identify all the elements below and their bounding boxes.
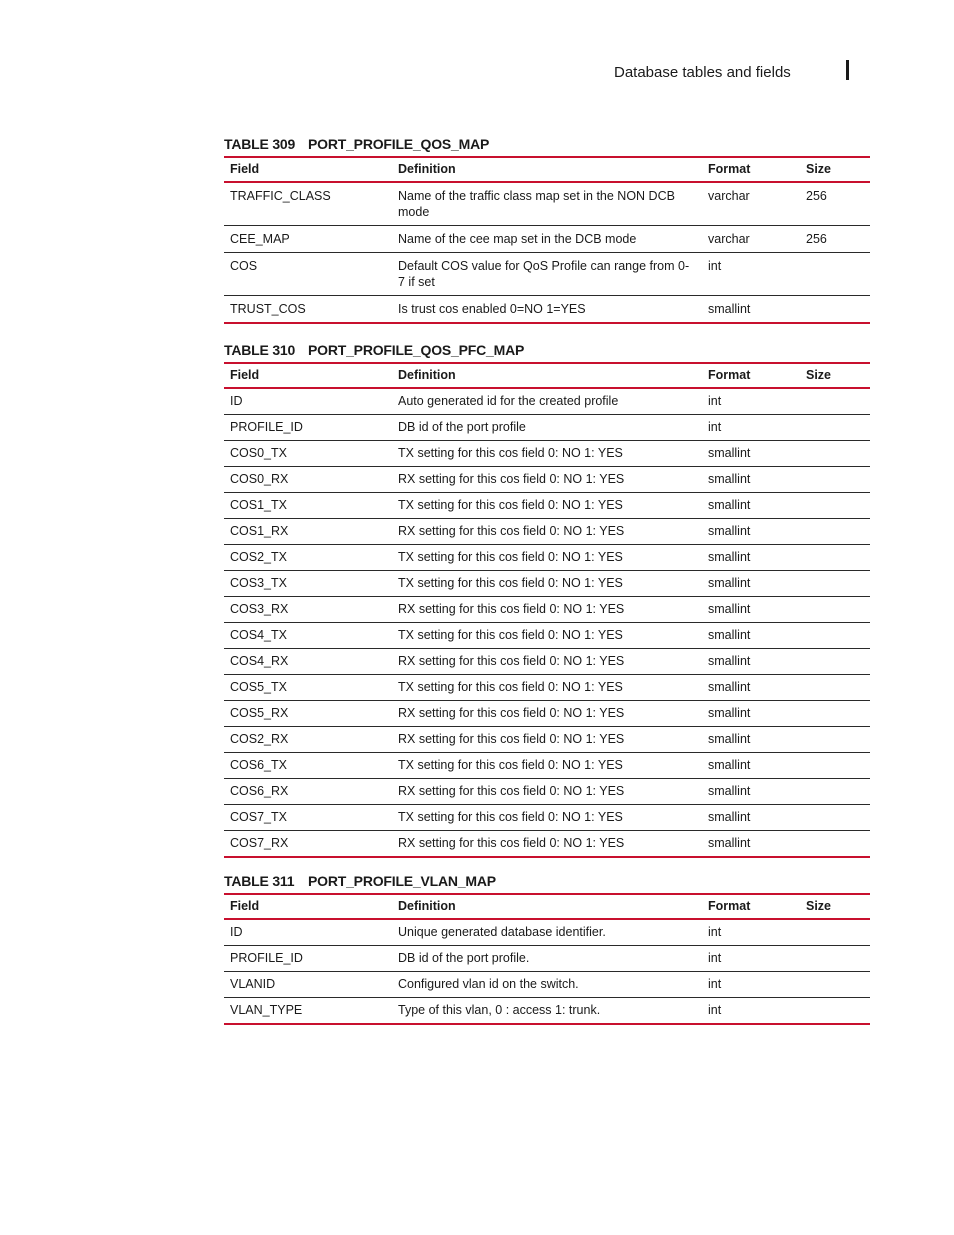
table-row xyxy=(224,919,870,946)
cell-field: COS3_RX xyxy=(224,597,392,623)
column-header-format: Format xyxy=(708,368,751,382)
cell-field: VLANID xyxy=(224,972,392,998)
cell-size xyxy=(800,779,870,805)
cell-field: COS7_RX xyxy=(224,831,392,858)
cell-size xyxy=(800,545,870,571)
cell-format: int xyxy=(702,972,800,998)
cell-format: smallint xyxy=(702,701,800,727)
column-header-field: Field xyxy=(230,899,260,913)
cell-size xyxy=(800,623,870,649)
table-name: PORT_PROFILE_VLAN_MAP xyxy=(308,873,496,889)
cell-field: COS4_RX xyxy=(224,649,392,675)
table-row xyxy=(224,226,870,253)
table-row xyxy=(224,493,870,519)
cell-format: smallint xyxy=(702,623,800,649)
cell-size xyxy=(800,571,870,597)
cell-size xyxy=(800,701,870,727)
table-header-row xyxy=(224,894,870,919)
cell-definition: Type of this vlan, 0 : access 1: trunk. xyxy=(392,998,702,1025)
cell-definition: RX setting for this cos field 0: NO 1: YES xyxy=(392,701,702,727)
cell-format: smallint xyxy=(702,727,800,753)
cell-size xyxy=(800,972,870,998)
table-row xyxy=(224,998,870,1025)
cell-size xyxy=(800,597,870,623)
cell-format: varchar xyxy=(702,182,800,226)
table-header-row xyxy=(224,157,870,182)
cell-field: COS5_RX xyxy=(224,701,392,727)
table-row xyxy=(224,388,870,415)
cell-definition: TX setting for this cos field 0: NO 1: YES xyxy=(392,753,702,779)
table-row xyxy=(224,727,870,753)
table-row xyxy=(224,972,870,998)
cell-size xyxy=(800,831,870,858)
cell-format: smallint xyxy=(702,467,800,493)
cell-format: int xyxy=(702,919,800,946)
table-row xyxy=(224,467,870,493)
table-row xyxy=(224,545,870,571)
cell-field: ID xyxy=(224,919,392,946)
cell-definition: Auto generated id for the created profile xyxy=(392,388,702,415)
cell-definition: Name of the traffic class map set in the NON DCB mode xyxy=(392,182,702,226)
table-309 xyxy=(224,134,870,324)
cell-format: smallint xyxy=(702,545,800,571)
column-header-field: Field xyxy=(230,162,260,176)
column-header-format: Format xyxy=(708,162,751,176)
table-number: TABLE 310 xyxy=(224,342,296,358)
table-number: TABLE 309 xyxy=(224,136,296,152)
cell-format: int xyxy=(702,946,800,972)
cell-format: smallint xyxy=(702,805,800,831)
table-311 xyxy=(224,871,870,1025)
column-header-size: Size xyxy=(806,162,832,176)
table-row xyxy=(224,831,870,858)
table-caption xyxy=(224,340,870,362)
cell-field: TRUST_COS xyxy=(224,296,392,324)
table-row xyxy=(224,253,870,296)
table-row xyxy=(224,519,870,545)
cell-definition: Is trust cos enabled 0=NO 1=YES xyxy=(392,296,702,324)
cell-size xyxy=(800,753,870,779)
cell-format: smallint xyxy=(702,675,800,701)
cell-definition: RX setting for this cos field 0: NO 1: YES xyxy=(392,519,702,545)
cell-definition: RX setting for this cos field 0: NO 1: YES xyxy=(392,649,702,675)
cell-field: COS2_RX xyxy=(224,727,392,753)
cell-size xyxy=(800,675,870,701)
cell-field: COS1_TX xyxy=(224,493,392,519)
cell-format: smallint xyxy=(702,649,800,675)
table-header-row xyxy=(224,363,870,388)
cell-definition: TX setting for this cos field 0: NO 1: YES xyxy=(392,623,702,649)
cell-definition: Name of the cee map set in the DCB mode xyxy=(392,226,702,253)
table-row xyxy=(224,946,870,972)
column-header-definition: Definition xyxy=(398,368,456,382)
table-row xyxy=(224,597,870,623)
cell-format: varchar xyxy=(702,226,800,253)
cell-size xyxy=(800,805,870,831)
table-row xyxy=(224,441,870,467)
table-name: PORT_PROFILE_QOS_PFC_MAP xyxy=(308,342,525,358)
cell-field: CEE_MAP xyxy=(224,226,392,253)
table-310 xyxy=(224,340,870,858)
cell-field: COS6_RX xyxy=(224,779,392,805)
cell-definition: TX setting for this cos field 0: NO 1: YES xyxy=(392,675,702,701)
cell-format: smallint xyxy=(702,831,800,858)
cell-size xyxy=(800,253,870,296)
cell-definition: RX setting for this cos field 0: NO 1: YES xyxy=(392,467,702,493)
cell-size xyxy=(800,649,870,675)
table-row xyxy=(224,649,870,675)
cell-field: COS4_TX xyxy=(224,623,392,649)
running-header-title: Database tables and fields xyxy=(614,64,791,81)
cell-definition: TX setting for this cos field 0: NO 1: YES xyxy=(392,571,702,597)
cell-field: VLAN_TYPE xyxy=(224,998,392,1025)
cell-field: ID xyxy=(224,388,392,415)
cell-definition: RX setting for this cos field 0: NO 1: YES xyxy=(392,831,702,858)
table-number: TABLE 311 xyxy=(224,873,295,889)
table-row xyxy=(224,675,870,701)
cell-size xyxy=(800,998,870,1025)
cell-field: COS7_TX xyxy=(224,805,392,831)
cell-size: 256 xyxy=(800,226,870,253)
cell-definition: TX setting for this cos field 0: NO 1: YES xyxy=(392,805,702,831)
cell-size xyxy=(800,388,870,415)
cell-size xyxy=(800,415,870,441)
table-row xyxy=(224,623,870,649)
cell-field: COS xyxy=(224,253,392,296)
cell-definition: TX setting for this cos field 0: NO 1: YES xyxy=(392,545,702,571)
cell-definition: DB id of the port profile. xyxy=(392,946,702,972)
cell-definition: TX setting for this cos field 0: NO 1: YES xyxy=(392,441,702,467)
cell-definition: Unique generated database identifier. xyxy=(392,919,702,946)
column-header-size: Size xyxy=(806,368,832,382)
column-header-definition: Definition xyxy=(398,162,456,176)
table-row xyxy=(224,415,870,441)
cell-size: 256 xyxy=(800,182,870,226)
cell-field: PROFILE_ID xyxy=(224,415,392,441)
cell-field: COS3_TX xyxy=(224,571,392,597)
cell-size xyxy=(800,467,870,493)
cell-definition: Default COS value for QoS Profile can range from 0-7 if set xyxy=(392,253,702,296)
cell-format: int xyxy=(702,388,800,415)
column-header-field: Field xyxy=(230,368,260,382)
cell-field: COS5_TX xyxy=(224,675,392,701)
cell-definition: Configured vlan id on the switch. xyxy=(392,972,702,998)
table-caption xyxy=(224,871,870,893)
cell-size xyxy=(800,493,870,519)
table-caption xyxy=(224,134,870,156)
cell-field: COS1_RX xyxy=(224,519,392,545)
column-header-format: Format xyxy=(708,899,751,913)
cell-format: int xyxy=(702,998,800,1025)
cell-format: smallint xyxy=(702,753,800,779)
data-table xyxy=(224,156,870,324)
cell-field: COS6_TX xyxy=(224,753,392,779)
header-marker-bar xyxy=(846,60,849,80)
cell-field: COS2_TX xyxy=(224,545,392,571)
table-row xyxy=(224,571,870,597)
cell-size xyxy=(800,519,870,545)
cell-size xyxy=(800,946,870,972)
table-row xyxy=(224,805,870,831)
table-row xyxy=(224,296,870,324)
data-table xyxy=(224,893,870,1025)
cell-field: TRAFFIC_CLASS xyxy=(224,182,392,226)
cell-size xyxy=(800,919,870,946)
cell-format: smallint xyxy=(702,296,800,324)
cell-size xyxy=(800,727,870,753)
table-row xyxy=(224,753,870,779)
cell-format: smallint xyxy=(702,441,800,467)
cell-size xyxy=(800,441,870,467)
cell-size xyxy=(800,296,870,324)
cell-format: smallint xyxy=(702,779,800,805)
cell-definition: DB id of the port profile xyxy=(392,415,702,441)
table-row xyxy=(224,182,870,226)
cell-definition: TX setting for this cos field 0: NO 1: YES xyxy=(392,493,702,519)
cell-definition: RX setting for this cos field 0: NO 1: YES xyxy=(392,727,702,753)
cell-field: PROFILE_ID xyxy=(224,946,392,972)
cell-format: int xyxy=(702,253,800,296)
cell-format: int xyxy=(702,415,800,441)
table-row xyxy=(224,701,870,727)
cell-definition: RX setting for this cos field 0: NO 1: YES xyxy=(392,779,702,805)
column-header-definition: Definition xyxy=(398,899,456,913)
cell-definition: RX setting for this cos field 0: NO 1: YES xyxy=(392,597,702,623)
column-header-size: Size xyxy=(806,899,832,913)
cell-format: smallint xyxy=(702,519,800,545)
cell-field: COS0_RX xyxy=(224,467,392,493)
cell-field: COS0_TX xyxy=(224,441,392,467)
cell-format: smallint xyxy=(702,571,800,597)
table-row xyxy=(224,779,870,805)
data-table xyxy=(224,362,870,858)
cell-format: smallint xyxy=(702,597,800,623)
table-name: PORT_PROFILE_QOS_MAP xyxy=(308,136,490,152)
cell-format: smallint xyxy=(702,493,800,519)
